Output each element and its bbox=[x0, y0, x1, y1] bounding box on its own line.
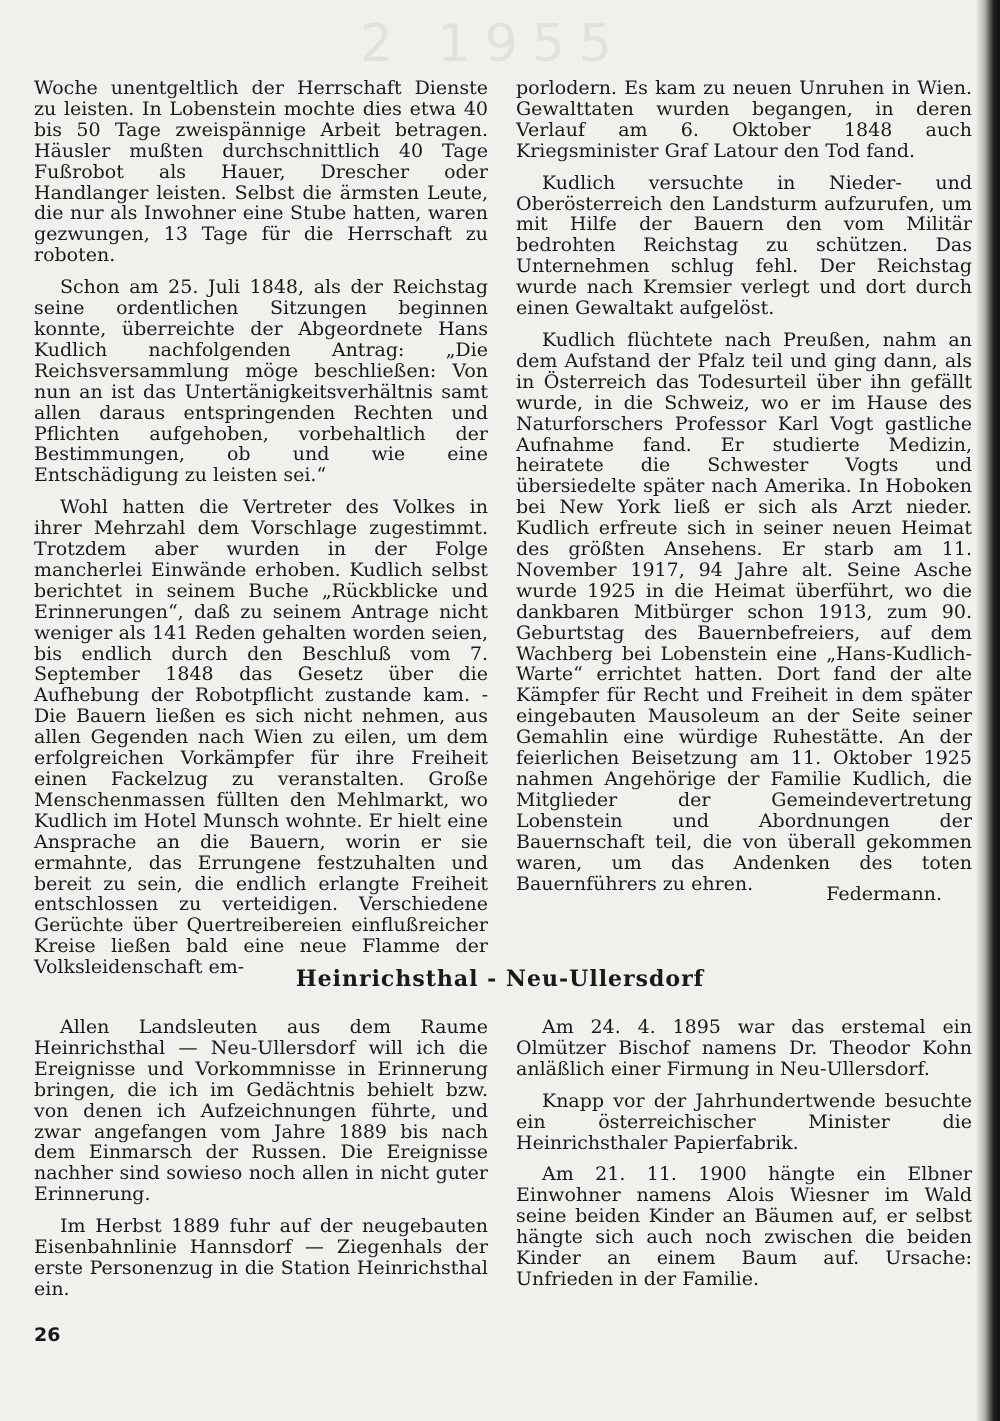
paragraph: Wohl hatten die Vertreter des Volkes in ihrer Mehrzahl dem Vorschlage zugestimmt. Trotzdem aber wurden in der Folge mancherlei Einwände erhoben. Kudlich selbst berichtet in seinem Buche „Rückblicke und Erinnerungen“, daß zu seinem Antrage nicht weniger als 141 Reden gehalten worden seien, bis endlich durch den Beschluß vom 7. September 1848 das Gesetz über die Aufhebung der Robotpflicht zustande kam. - Die Bauern ließen es sich nicht nehmen, aus allen Gegenden nach Wien zu eilen, um dem erfolgreichen Vorkämpfer für ihre Freiheit einen Fackelzug zu veranstalten. Große Menschenmassen füllten den Mehlmarkt, wo Kudlich im Hotel Munsch wohnte. Er hielt eine Ansprache an die Bauern, worin er sie ermahnte, das Errungene festzuhalten und bereit zu sein, die endlich erlangte Freiheit entschlossen zu verteidigen. Verschiedene Gerüchte über Quertreibereien einflußreicher Kreise ließen bald eine neue Flamme der Volksleidenschaft em- bbox=[34, 496, 488, 979]
paragraph: Allen Landsleuten aus dem Raume Heinrichsthal — Neu-Ullersdorf will ich die Ereignisse und Vorkommnisse in Erinnerung bringen, die ich im Gedächtnis behielt bzw. von denen ich Aufzeichnungen führte, und zwar angefangen vom Jahre 1889 bis nach dem Einmarsch der Russen. Die Ereignisse nachher sind sowieso noch allen in nicht guter Erinnerung. bbox=[34, 1016, 488, 1206]
faded-stamp: 2 1955 bbox=[360, 14, 626, 74]
article-column-right bbox=[516, 78, 972, 922]
binding-shadow bbox=[976, 0, 1000, 1421]
section-column-left bbox=[34, 1017, 488, 1302]
paragraph: Am 24. 4. 1895 war das erstemal ein Olmützer Bischof namens Dr. Theodor Kohn anläßlich einer Firmung in Neu-Ullersdorf. bbox=[516, 1016, 972, 1080]
paragraph: Knapp vor der Jahrhundertwende besuchte ein österreichischer Minister die Heinrichsthaler Papierfabrik. bbox=[516, 1089, 972, 1154]
section-column-right bbox=[516, 1017, 972, 1302]
paragraph: Kudlich versuchte in Nieder- und Oberösterreich den Landsturm aufzurufen, um mit Hilfe der Bauern den vom Militär bedrohten Reichstag zu schützen. Das Unternehmen schlug fehl. Der Reichstag wurde nach Kremsier verlegt und dort durch einen Gewaltakt aufgelöst. bbox=[516, 171, 972, 320]
paragraph: Kudlich flüchtete nach Preußen, nahm an dem Aufstand der Pfalz teil und ging dann, als in Österreich das Todesurteil über ihn gefällt wurde, in die Schweiz, wo er im Hause des Naturforschers Professor Karl Vogt gastliche Aufnahme fand. Er studierte Medizin, heiratete die Schwester Vogts und übersiedelte später nach Amerika. In Hoboken bei New York ließ er sich als Arzt nieder. Kudlich erfreute sich in seiner neuen Heimat des größten Ansehens. Er starb am 11. November 1917, 94 Jahre alt. Seine Asche wurde 1925 in die Heimat überführt, wo die dankbaren Mitbürger schon 1913, zum 90. Geburtstag des Bauernbefreiers, auf dem Wachberg bei Lobenstein eine „Hans-Kudlich-Warte“ errichtet hatten. Dort fand der alte Kämpfer für Recht und Freiheit in dem später eingebauten Mausoleum an der Seite seiner Gemahlin eine würdige Ruhestätte. An der feierlichen Beisetzung am 11. Oktober 1925 nahmen Angehörige der Familie Kudlich, die Mitglieder der Gemeindevertretung Lobenstein und Abordnungen der Bauernschaft teil, die von überall gekommen waren, um das Andenken des toten Bauernführers zu ehren. bbox=[516, 328, 972, 895]
paragraph: porlodern. Es kam zu neuen Unruhen in Wien. Gewalttaten wurden begangen, in deren Verlauf am 6. Oktober 1848 auch Kriegsminister Graf Latour den Tod fand. bbox=[516, 77, 972, 162]
paragraph: Am 21. 11. 1900 hängte ein Elbner Einwohner namens Alois Wiesner im Wald seine beiden Kinder an Bäumen auf, er selbst hängte sich auch noch zwischen die beiden Kinder an einem Baum auf. Ursache: Unfrieden in der Familie. bbox=[516, 1163, 972, 1290]
page-number: 26 bbox=[34, 1324, 61, 1346]
paragraph: Woche unentgeltlich der Herrschaft Dienste zu leisten. In Lobenstein mochte dies etwa 40 bis 50 Tage zweispännige Arbeit betragen. Häusler mußten durchschnittlich 40 Tage Fußrobot als Hauer, Drescher oder Handlanger leisten. Selbst die ärmsten Leute, die nur als Inwohner eine Stube hatten, waren gezwungen, 13 Tage für die Herrschaft zu roboten. bbox=[34, 77, 488, 267]
author-signature: Federmann. bbox=[826, 883, 942, 906]
section-heading: Heinrichsthal - Neu-Ullersdorf bbox=[295, 966, 705, 992]
paragraph: Im Herbst 1889 fuhr auf der neugebauten Eisenbahnlinie Hannsdorf — Ziegenhals der erste Personenzug in die Station Heinrichsthal ein. bbox=[34, 1215, 488, 1300]
paragraph: Schon am 25. Juli 1848, als der Reichstag seine ordentlichen Sitzungen beginnen konnte, überreichte der Abgeordnete Hans Kudlich nachfolgenden Antrag: „Die Reichsversammlung möge beschließen: Von nun an ist das Untertänigkeitsverhältnis samt allen daraus entspringenden Rechten und Pflichten aufgehoben, vorbehaltlich der Bestimmungen, ob und wie eine Entschädigung zu leisten sei.“ bbox=[34, 276, 488, 487]
article-column-left bbox=[34, 77, 488, 979]
